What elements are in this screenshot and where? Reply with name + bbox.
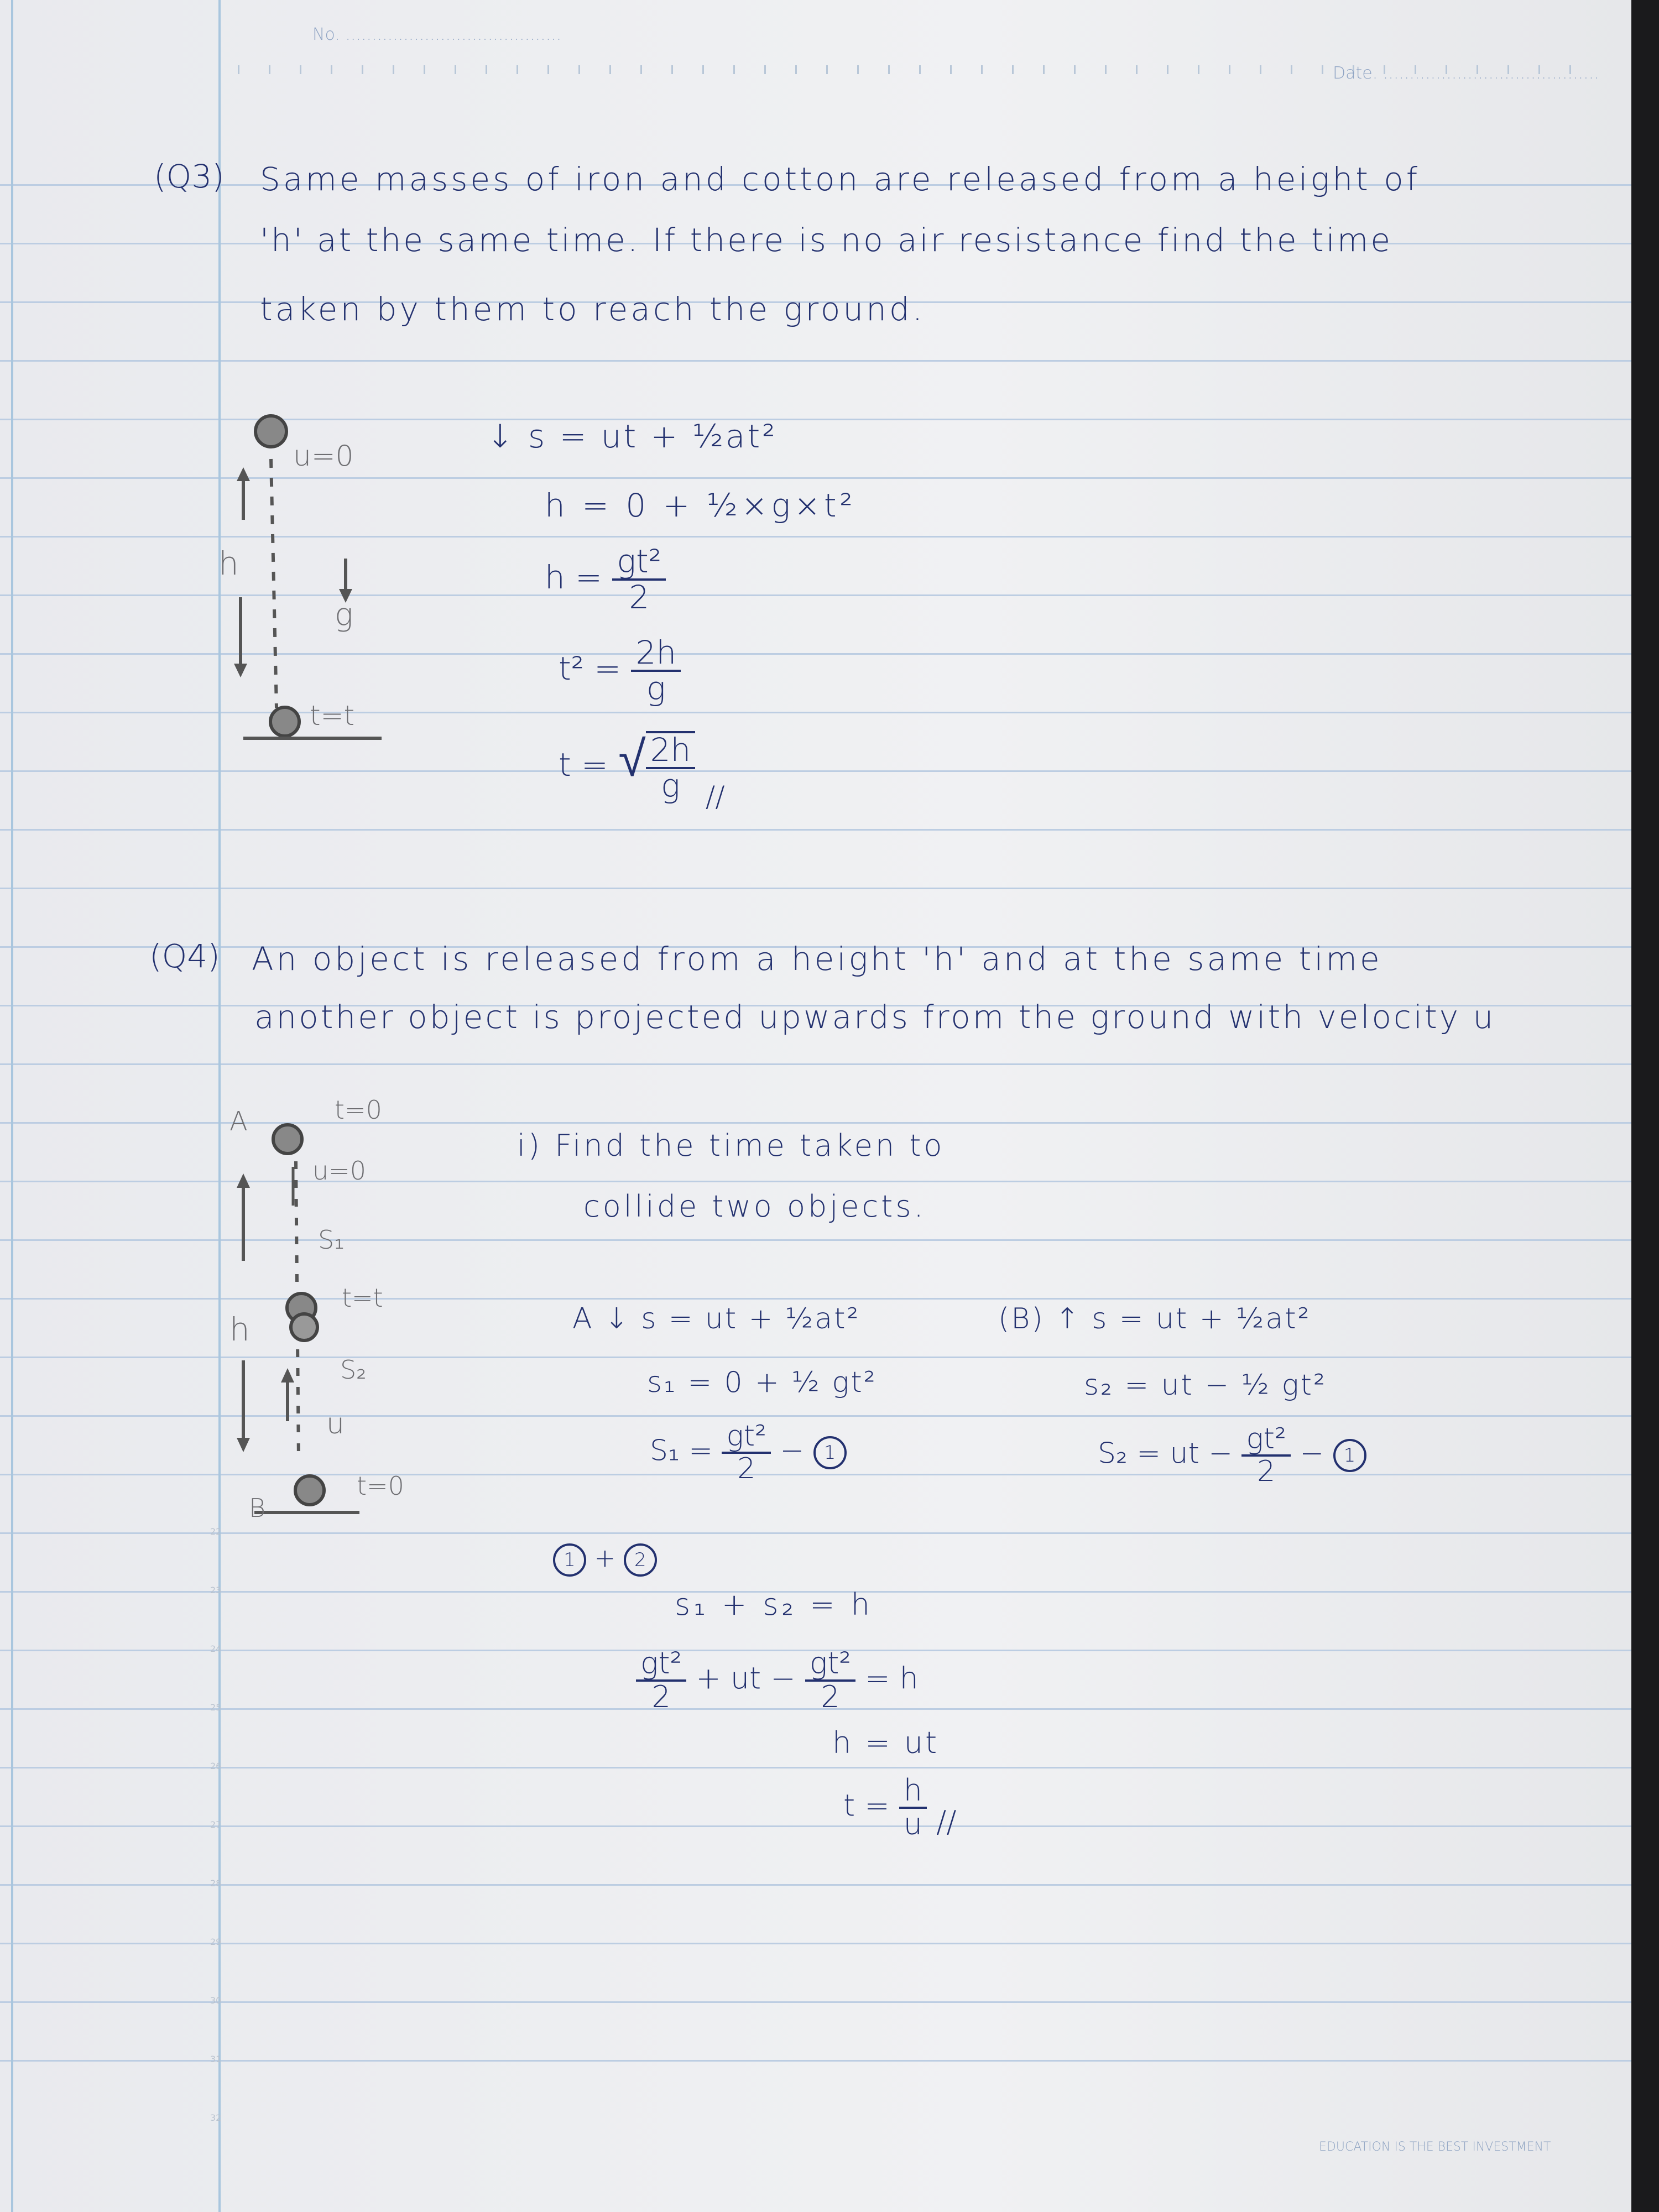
q3-eq1: ↓ s = ut + ½at²: [487, 418, 778, 455]
object-b: [295, 1476, 324, 1505]
q3-eq3: h = $\frac{\text{gt²}}{2}$: [545, 545, 666, 614]
ruler-tick: [919, 65, 921, 74]
fall-path: [271, 459, 276, 708]
row-number: 22: [210, 1526, 222, 1537]
ruler-tick: [300, 65, 301, 74]
ruler-tick: [981, 65, 983, 74]
ruler-tick: [702, 65, 704, 74]
row-number: 30: [210, 1995, 222, 2006]
q3-u-label: u=0: [293, 440, 354, 473]
q3-eq4: t² = $\frac{2h}{g}$: [559, 636, 681, 706]
q4-sum-eq3: h = ut: [832, 1725, 940, 1760]
q3-line2: 'h' at the same time. If there is no air resistance find the time: [260, 221, 1393, 259]
ruler-tick: [362, 65, 363, 74]
ruler-tick: [1229, 65, 1230, 74]
ruler-tick: [733, 65, 735, 74]
q4-b-label: B: [249, 1493, 266, 1523]
q4-u-label: u: [326, 1407, 345, 1441]
ruler-tick: [1043, 65, 1045, 74]
ruler-tick: [795, 65, 797, 74]
ruler-tick: [547, 65, 549, 74]
h-arrow-up-head: [237, 467, 250, 481]
footer-slogan: EDUCATION IS THE BEST INVESTMENT: [1319, 2140, 1551, 2154]
q4-a-eq2: s₁ = 0 + ½ gt²: [647, 1366, 877, 1399]
ruler-tick: [1136, 65, 1138, 74]
object-bottom: [270, 707, 299, 736]
q4-t0-bottom: t=0: [357, 1471, 404, 1501]
h-arrow-up-head: [237, 1173, 250, 1188]
q4-sum-eq4: t = $\frac{h}{u}$ //: [843, 1773, 957, 1841]
ruler-tick: [393, 65, 394, 74]
q4-a-label: A: [229, 1106, 248, 1137]
ruler-tick: [486, 65, 487, 74]
q4-sum-eq2: $\frac{\text{gt²}}{2}$ + ut − $\frac{\text{gt²}}{2}$ = h: [636, 1648, 919, 1713]
q4-u0-label: u=0: [312, 1156, 366, 1186]
q3-eq2: h = 0 + ½×g×t²: [545, 487, 856, 524]
q4-part-i-line1: i) Find the time taken to: [517, 1128, 945, 1163]
q3-line1: Same masses of iron and cotton are released from a height of: [260, 160, 1421, 198]
ruler-tick: [1012, 65, 1014, 74]
q4-line1: An object is released from a height 'h' and at the same time: [252, 940, 1383, 978]
q4-part-i-line2: collide two objects.: [583, 1189, 926, 1224]
q3-eq5: t = √ $\frac{2h}{g}$ //: [559, 730, 725, 813]
ruler-tick: [826, 65, 828, 74]
q4-line2: another object is projected upwards from the ground with velocity u: [254, 998, 1496, 1036]
object-top: [255, 416, 286, 447]
row-number: 26: [210, 1761, 222, 1771]
row-number: 28: [210, 1878, 222, 1888]
dark-table-edge: [1631, 0, 1659, 2212]
ruler-tick: [1291, 65, 1292, 74]
date-label: Date. .........................................: [1333, 64, 1599, 83]
q4-b-eq3: S₂ = ut − $\frac{\text{gt²}}{2}$ − 1: [1098, 1424, 1366, 1486]
ruler-tick: [609, 65, 611, 74]
ruler-tick: [950, 65, 952, 74]
q4-s2-label: S₂: [340, 1355, 367, 1385]
ruler-tick: [1198, 65, 1199, 74]
q4-a-eq1: A ↓ s = ut + ½at²: [572, 1302, 860, 1335]
ruler-tick: [578, 65, 580, 74]
q3-number: (Q3): [154, 158, 225, 195]
ruler-tick: [269, 65, 270, 74]
q4-h-label: h: [229, 1311, 250, 1348]
ruler-tick: [1322, 65, 1323, 74]
object-a: [273, 1125, 302, 1154]
ruler-tick: [331, 65, 332, 74]
q4-a-eq3: S₁ = $\frac{\text{gt²}}{2}$ − 1: [650, 1421, 847, 1484]
ruler-tick: [455, 65, 456, 74]
ruler-tick: [517, 65, 518, 74]
ruler-tick: [1105, 65, 1107, 74]
ruler-tick: [764, 65, 766, 74]
ruler-tick: [888, 65, 890, 74]
q4-sum-label: 1 + 2: [553, 1543, 657, 1577]
q4-b-eq1: (B) ↑ s = ut + ½at²: [998, 1302, 1311, 1335]
row-number: 32: [210, 2112, 222, 2123]
ruler-tick: [1260, 65, 1261, 74]
q3-h-label: h: [218, 545, 239, 582]
q3-g-label: g: [335, 597, 353, 633]
ruler-tick: [1167, 65, 1168, 74]
ruler-tick: [671, 65, 673, 74]
row-number: 24: [210, 1644, 222, 1654]
q4-b-eq2: s₂ = ut − ½ gt²: [1084, 1369, 1327, 1402]
ruler-tick: [238, 65, 239, 74]
ruler-tick: [1074, 65, 1076, 74]
q4-number: (Q4): [149, 937, 220, 975]
row-number: 31: [210, 2054, 222, 2064]
q4-sum-eq1: s₁ + s₂ = h: [675, 1587, 873, 1622]
q4-t0-top: t=0: [335, 1095, 382, 1125]
ruler-tick: [424, 65, 425, 74]
no-label: No. .........................................: [312, 25, 562, 44]
ruler-tick: [857, 65, 859, 74]
h-arrow-down-head: [234, 664, 247, 677]
q3-t-label: t=t: [310, 700, 355, 732]
q4-tt-label: t=t: [342, 1283, 383, 1313]
ruler-tick: [640, 65, 642, 74]
q3-line3: taken by them to reach the ground.: [260, 290, 926, 328]
q4-s1-label: S₁: [318, 1225, 345, 1255]
row-number: 23: [210, 1585, 222, 1595]
u-arrow-head: [281, 1368, 294, 1383]
row-number: 25: [210, 1702, 222, 1713]
margin-line-outer: [11, 0, 13, 2212]
collision-point-2: [291, 1314, 317, 1340]
row-number: 29: [210, 1937, 222, 1947]
h-arrow-down-head: [237, 1438, 250, 1452]
row-number: 27: [210, 1819, 222, 1830]
